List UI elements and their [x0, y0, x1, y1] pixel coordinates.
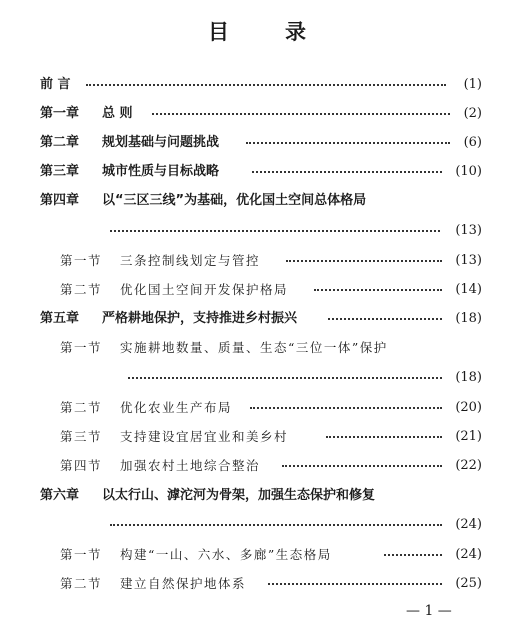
toc-entry-title: 城市性质与目标战略 [102, 164, 220, 179]
toc-entry-chapter-4-continuation[interactable] [0, 221, 514, 241]
toc-entry-section[interactable] [0, 456, 514, 476]
toc-entry-label: 第一节 [60, 253, 103, 268]
toc-entry-section-continuation[interactable] [0, 368, 514, 388]
toc-entry-title: 三条控制线划定与管控 [120, 253, 261, 268]
toc-entry-label: 前 言 [40, 77, 71, 92]
toc-entry-page: (20) [455, 400, 482, 415]
toc-entry-page: (25) [455, 576, 482, 591]
toc-entry-page: (14) [455, 282, 482, 297]
toc-entry-title: 加强农村土地综合整治 [120, 458, 261, 473]
toc-entry-title: 优化农业生产布局 [120, 400, 233, 415]
toc-leader-dots [328, 318, 442, 320]
toc-leader-dots [128, 377, 442, 379]
toc-entry-label: 第一节 [60, 340, 103, 355]
toc-entry-title: 严格耕地保护，支持推进乡村振兴 [102, 311, 298, 326]
toc-entry-page: (1) [463, 77, 482, 92]
toc-leader-dots [326, 436, 442, 438]
toc-leader-dots [152, 113, 450, 115]
toc-entry-page: (18) [455, 311, 482, 326]
toc-entry-label: 第二节 [60, 400, 103, 415]
toc-entry-preface[interactable] [0, 75, 514, 95]
toc-entry-title: 以“三区三线”为基础，优化国土空间总体格局 [102, 193, 367, 208]
toc-entry-chapter-3[interactable] [0, 162, 514, 182]
toc-entry-page: (2) [463, 106, 482, 121]
toc-entry-title: 以太行山、滹沱河为骨架，加强生态保护和修复 [102, 488, 376, 503]
toc-leader-dots [252, 171, 442, 173]
toc-leader-dots [110, 230, 440, 232]
toc-leader-dots [250, 407, 442, 409]
toc-entry-title: 支持建设宜居宜业和美乡村 [120, 429, 289, 444]
toc-entry-section[interactable] [0, 280, 514, 300]
toc-entry-section[interactable] [0, 338, 514, 358]
toc-leader-dots [282, 465, 442, 467]
toc-entry-title: 构建“一山、六水、多廊”生态格局 [120, 547, 332, 562]
page-title-part1: 目 [208, 19, 229, 44]
toc-entry-chapter-5[interactable] [0, 309, 514, 329]
toc-entry-title: 实施耕地数量、质量、生态“三位一体”保护 [120, 340, 388, 355]
toc-entry-chapter-6[interactable] [0, 486, 514, 506]
toc-leader-dots [314, 289, 442, 291]
toc-entry-label: 第一章 [40, 106, 80, 121]
toc-leader-dots [268, 583, 442, 585]
toc-entry-label: 第六章 [40, 488, 80, 503]
toc-entry-title: 优化国土空间开发保护格局 [120, 282, 289, 297]
toc-entry-chapter-4[interactable] [0, 191, 514, 211]
toc-entry-label: 第三章 [40, 164, 80, 179]
toc-entry-title: 建立自然保护地体系 [120, 576, 247, 591]
toc-entry-section[interactable] [0, 398, 514, 418]
toc-entry-label: 第五章 [40, 311, 80, 326]
toc-leader-dots [286, 260, 442, 262]
toc-entry-section[interactable] [0, 427, 514, 447]
toc-entry-label: 第三节 [60, 429, 103, 444]
toc-entry-label: 第四节 [60, 458, 103, 473]
toc-leader-dots [86, 84, 446, 86]
page-title-part2: 录 [285, 19, 306, 44]
toc-leader-dots [384, 554, 442, 556]
toc-entry-chapter-6-continuation[interactable] [0, 515, 514, 535]
toc-entry-chapter-1[interactable] [0, 104, 514, 124]
toc-entry-page: (13) [455, 253, 482, 268]
toc-entry-page: (24) [455, 547, 482, 562]
toc-entry-page: (21) [455, 429, 482, 444]
toc-entry-page: (24) [455, 517, 482, 532]
toc-entry-chapter-2[interactable] [0, 133, 514, 153]
toc-entry-label: 第二节 [60, 282, 103, 297]
toc-entry-page: (18) [455, 370, 482, 385]
toc-entry-section[interactable] [0, 545, 514, 565]
toc-entry-section[interactable] [0, 574, 514, 594]
toc-entry-label: 第一节 [60, 547, 103, 562]
toc-entry-page: (10) [455, 164, 482, 179]
toc-entry-page: (13) [455, 223, 482, 238]
toc-entry-title: 总 则 [102, 106, 133, 121]
toc-leader-dots [110, 524, 442, 526]
toc-entry-page: (6) [463, 135, 482, 150]
toc-entry-section[interactable] [0, 251, 514, 271]
toc-entry-label: 第二节 [60, 576, 103, 591]
toc-entry-label: 第四章 [40, 193, 80, 208]
toc-entry-title: 规划基础与问题挑战 [102, 135, 220, 150]
toc-entry-page: (22) [455, 458, 482, 473]
toc-entry-label: 第二章 [40, 135, 80, 150]
toc-leader-dots [246, 142, 450, 144]
page-number: — 1 — [406, 603, 452, 619]
